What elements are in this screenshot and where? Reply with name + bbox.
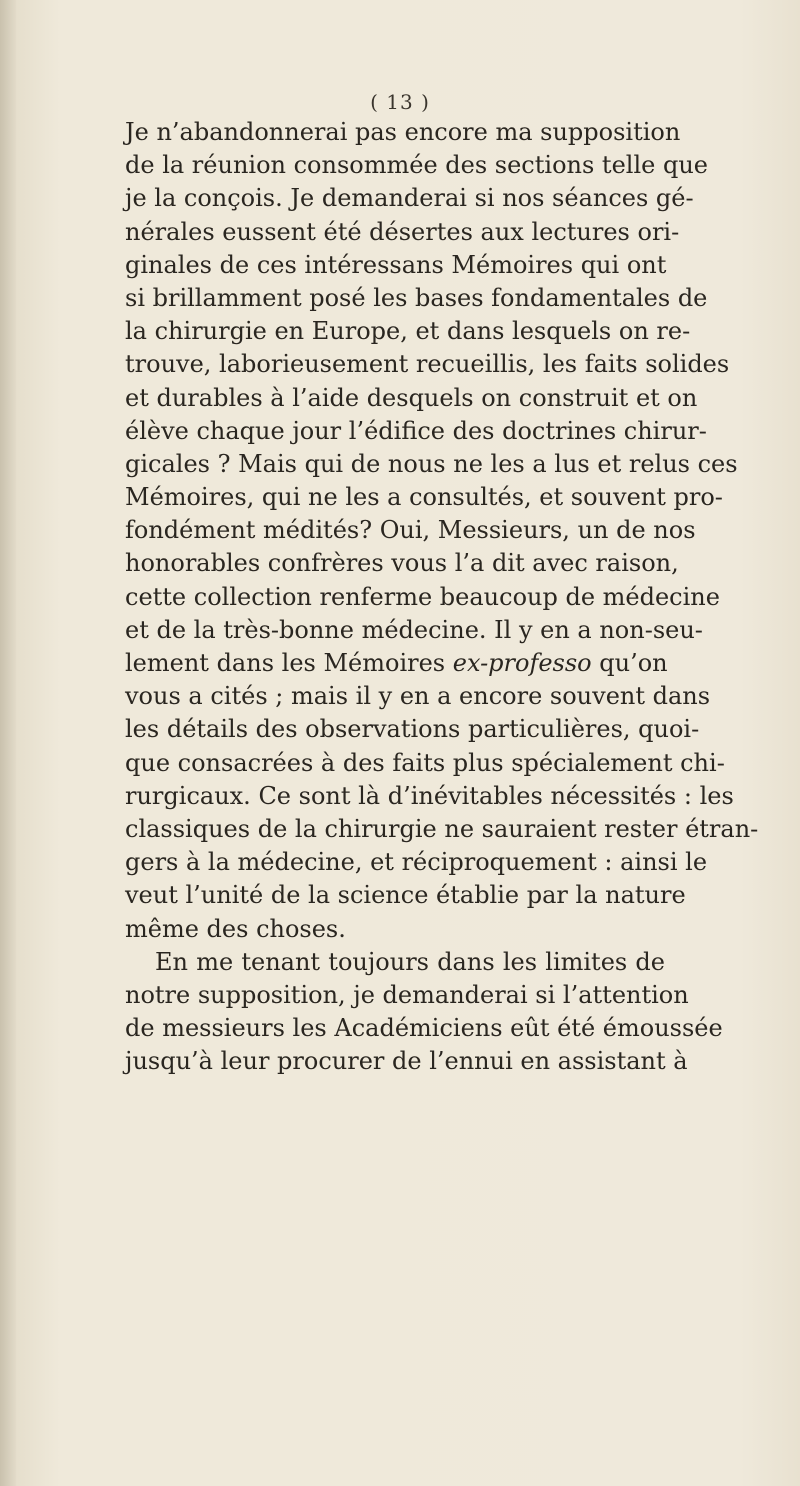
text-line: de messieurs les Académiciens eût été émoussée xyxy=(125,1014,723,1043)
text-line: trouve, laborieusement recueillis, les faits solides xyxy=(125,350,730,379)
text-line: les détails des observations particulières, quoi- xyxy=(125,715,700,744)
text-line: rurgicaux. Ce sont là d’inévitables nécessités : les xyxy=(125,781,734,810)
text-line: et de la très-bonne médecine. Il y en a non-seu- xyxy=(125,615,703,644)
body-text xyxy=(125,116,759,1078)
text-segment: qu’on xyxy=(591,649,668,677)
text-line: En me tenant toujours dans les limites de xyxy=(155,947,665,976)
text-line: même des choses. xyxy=(125,914,346,943)
text-line: gers à la médecine, et réciproquement : ainsi le xyxy=(125,848,708,877)
text-line: et durables à l’aide desquels on construit et on xyxy=(125,383,698,412)
page-number: ( 13 ) xyxy=(370,90,430,114)
text-line xyxy=(125,647,668,680)
text-line: vous a cités ; mais il y en a encore souvent dans xyxy=(125,682,711,711)
text-line: classiques de la chirurgie ne sauraient rester étran- xyxy=(125,814,759,843)
text-line: nérales eussent été désertes aux lectures ori- xyxy=(125,217,680,246)
text-line: Je n’abandonnerai pas encore ma supposition xyxy=(125,118,681,146)
text-line: Mémoires, qui ne les a consultés, et souvent pro- xyxy=(125,483,723,512)
text-line: gicales ? Mais qui de nous ne les a lus et relus ces xyxy=(125,449,738,478)
text-segment: lement dans les Mémoires xyxy=(125,649,453,677)
text-line: honorables confrères vous l’a dit avec raison, xyxy=(125,549,679,578)
text-line: cette collection renferme beaucoup de médecine xyxy=(125,582,720,611)
text-line: jusqu’à leur procurer de l’ennui en assistant à xyxy=(125,1047,688,1076)
text-line: fondément médités? Oui, Messieurs, un de nos xyxy=(125,516,696,545)
text-line: élève chaque jour l’édifice des doctrines chirur- xyxy=(125,416,707,445)
text-line: que consacrées à des faits plus spécialement chi- xyxy=(125,748,725,777)
text-line: si brillamment posé les bases fondamentales de xyxy=(125,283,708,312)
text-line: je la conçois. Je demanderai si nos séances gé- xyxy=(125,184,694,213)
text-line: veut l’unité de la science établie par la nature xyxy=(125,881,686,910)
text-line: la chirurgie en Europe, et dans lesquels on re- xyxy=(125,317,691,346)
text-line: de la réunion consommée des sections telle que xyxy=(125,151,708,180)
text-line: notre supposition, je demanderai si l’attention xyxy=(125,980,689,1009)
text-line: ginales de ces intéressans Mémoires qui ont xyxy=(125,250,667,279)
italic-term: ex-professo xyxy=(452,649,592,677)
page-gutter xyxy=(0,0,16,1486)
